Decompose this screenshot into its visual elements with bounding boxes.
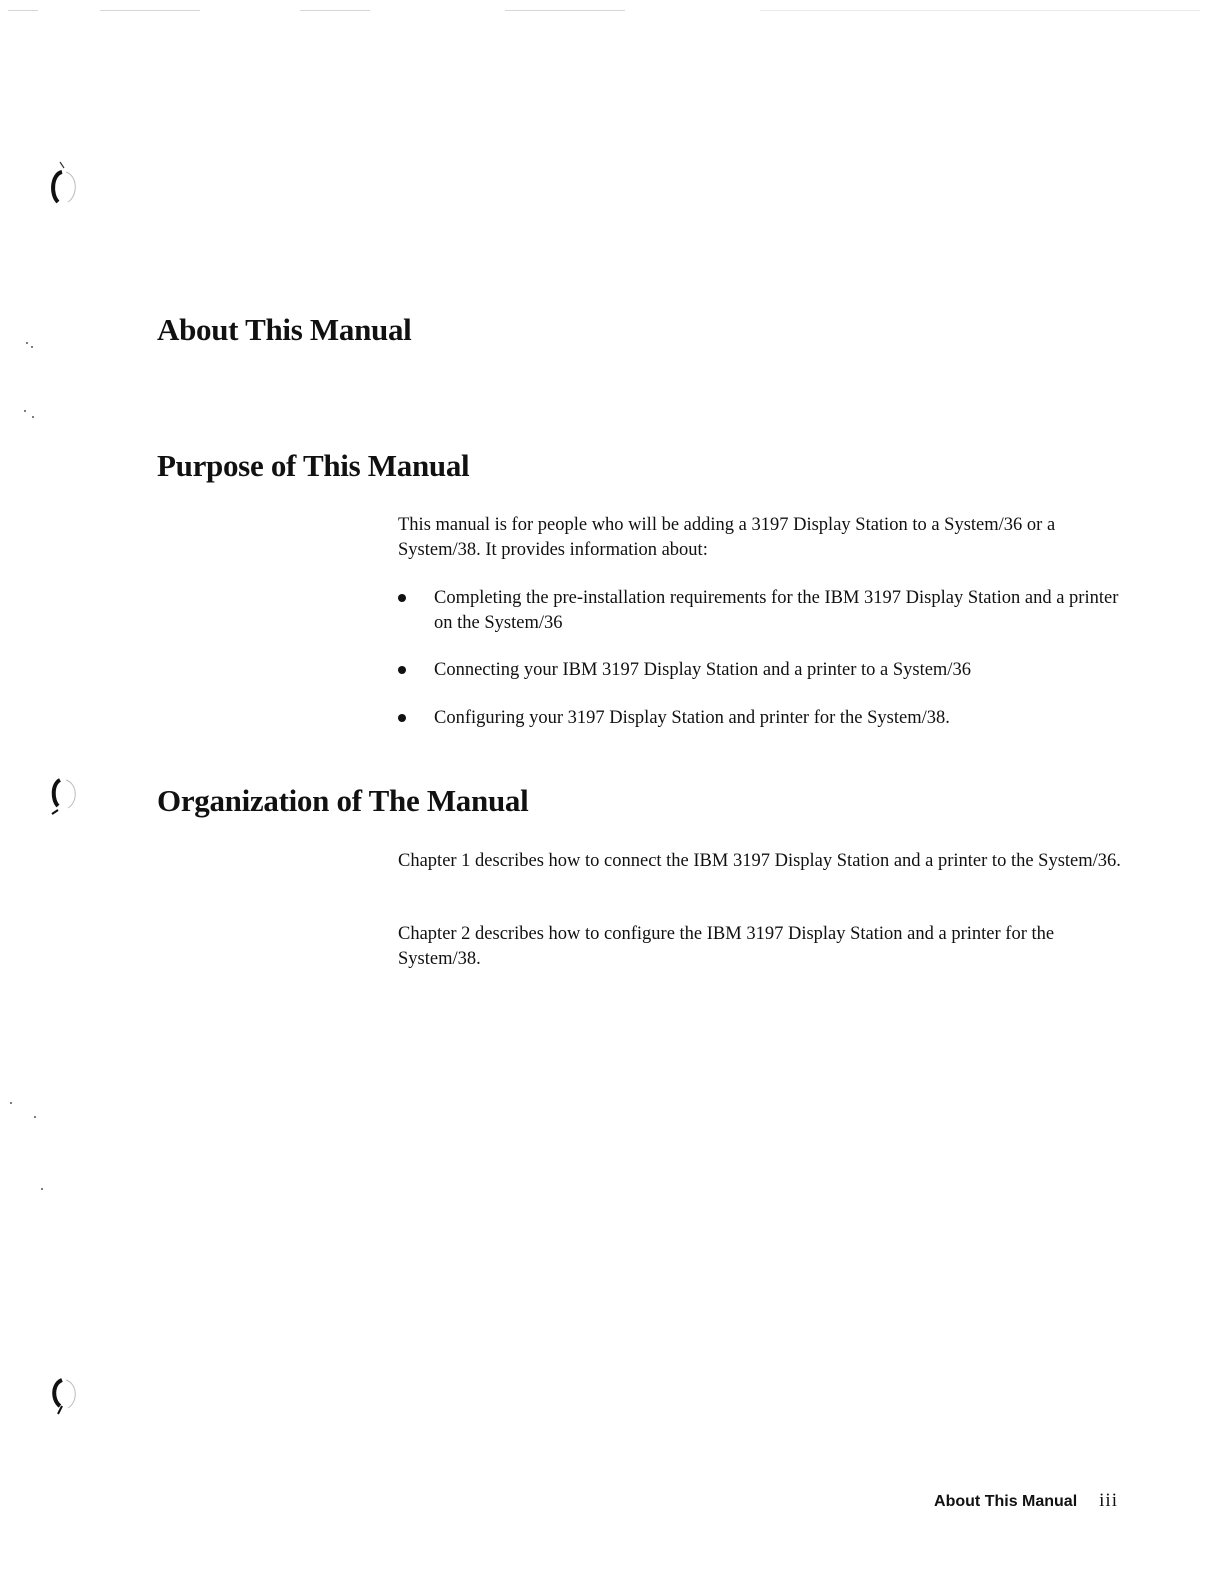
scan-speck [26,342,28,344]
section-heading-purpose: Purpose of This Manual [157,448,470,483]
list-item-text: Completing the pre-installation requirements for the IBM 3197 Display Station and a printer on the System/36 [434,588,1119,633]
scan-edge-line [300,10,370,11]
purpose-bullet-list [398,586,1123,753]
purpose-intro-paragraph: This manual is for people who will be adding a 3197 Display Station to a System/36 or a System/38. It provides information about: [398,515,1056,560]
scan-edge-line [505,10,625,11]
footer-running-title: About This Manual [934,1493,1078,1510]
page-title: About This Manual [157,312,412,347]
bullet-icon [398,714,406,722]
list-item [398,706,1123,731]
list-item [398,658,1123,683]
punch-hole-icon [46,774,80,820]
scan-edge-line [100,10,200,11]
scan-speck [41,1188,43,1190]
bullet-icon [398,594,406,602]
section-heading-organization: Organization of The Manual [157,783,529,818]
scan-speck [31,346,33,348]
list-item [398,586,1123,635]
list-item-text: Configuring your 3197 Display Station and printer for the System/38. [434,707,950,728]
bullet-icon [398,666,406,674]
scan-speck [34,1116,36,1118]
scan-edge-line [760,10,1200,11]
punch-hole-icon [46,160,80,206]
list-item-text: Connecting your IBM 3197 Display Station and a printer to a System/36 [434,660,971,680]
punch-hole-icon [46,1374,80,1420]
page-footer [934,1490,1118,1512]
page-number: iii [1099,1490,1118,1511]
scan-edge-line [8,10,38,11]
organization-paragraph-chapter-1: Chapter 1 describes how to connect the IBM 3197 Display Station and a printer to the System/36. [398,851,1121,871]
scan-speck [10,1102,12,1104]
scan-speck [32,416,34,418]
organization-paragraph-chapter-2: Chapter 2 describes how to configure the IBM 3197 Display Station and a printer for the System/38. [398,924,1055,969]
scan-speck [24,410,26,412]
